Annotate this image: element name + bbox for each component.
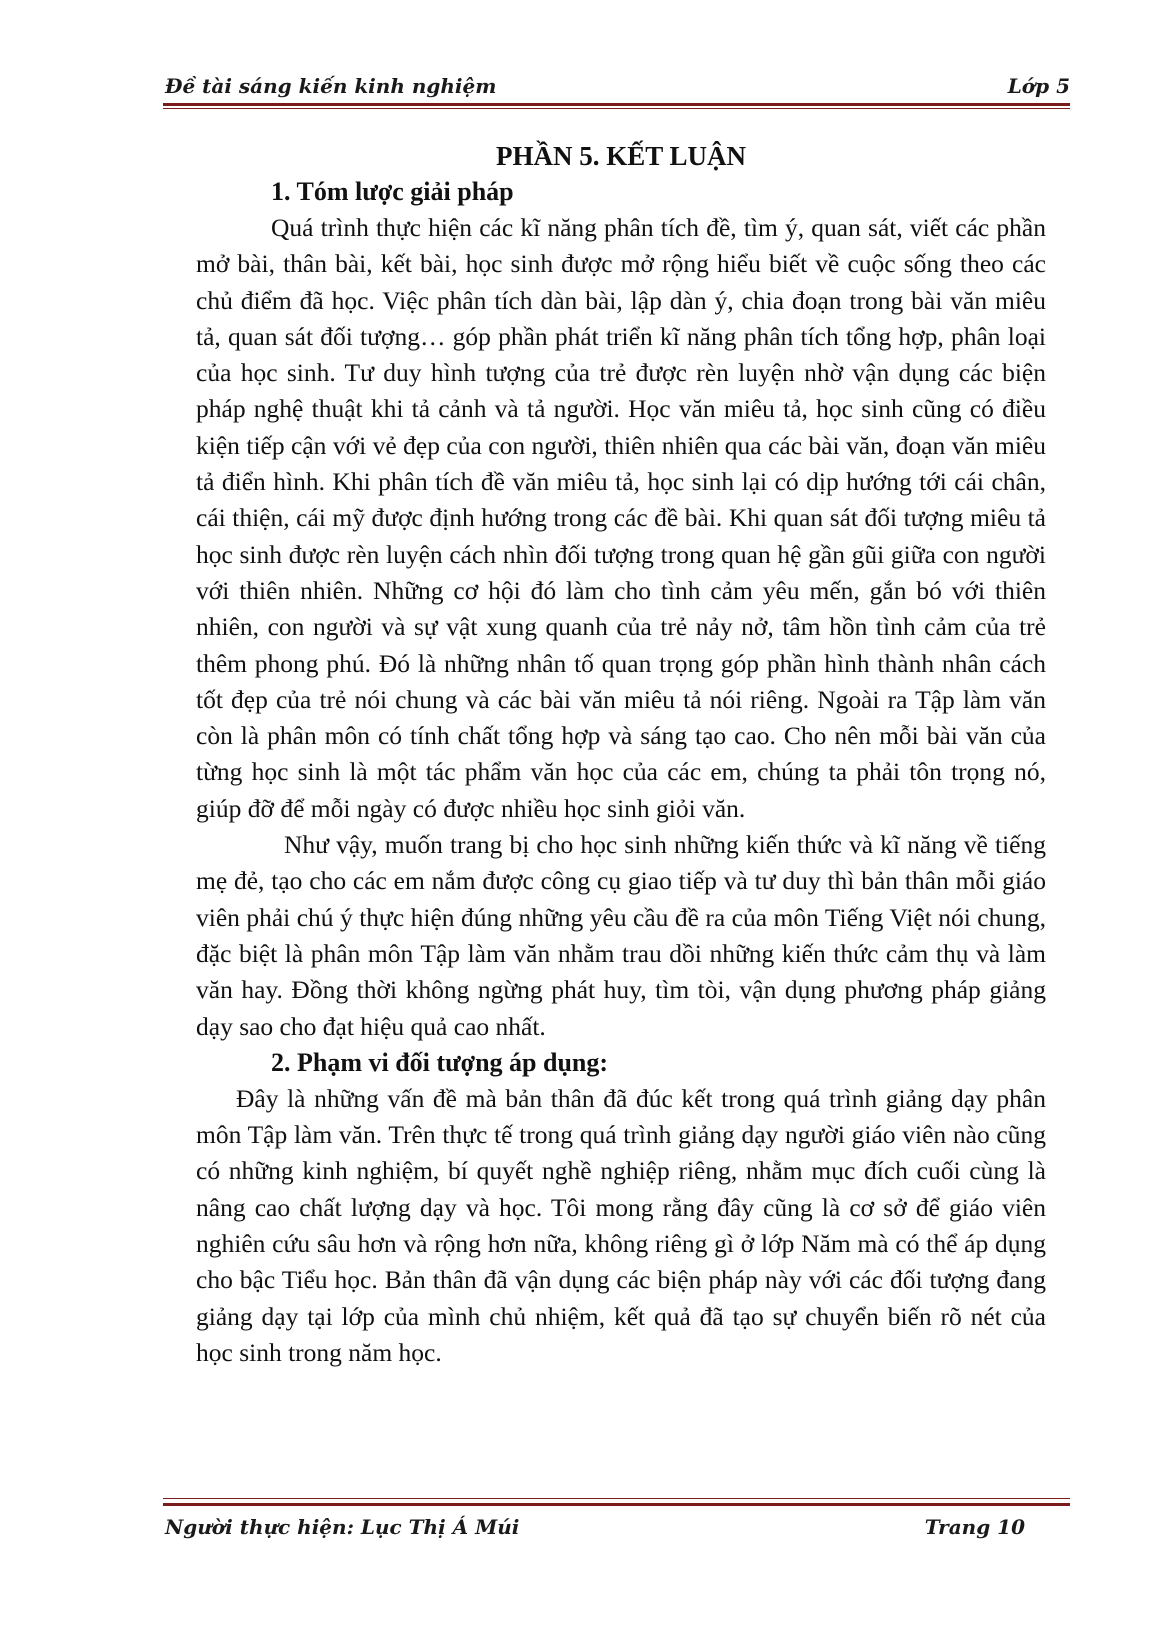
- header-rule-thin: [163, 108, 1070, 109]
- section-1-paragraph-2: Như vậy, muốn trang bị cho học sinh những kiến thức và kĩ năng về tiếng mẹ đẻ, tạo cho các em nắm được công cụ giao tiếp và tư duy thì bản thân mỗi giáo viên phải chú ý thực hiện đúng những yêu cầu đề ra của môn Tiếng Việt nói chung, đặc biệt là phân môn Tập làm văn nhằm trau dồi những kiến thức cảm thụ và làm văn hay. Đồng thời không ngừng phát huy, tìm tòi, vận dụng phương pháp giảng dạy sao cho đạt hiệu quả cao nhất.: [196, 830, 1046, 1041]
- section-1-paragraph-1: Quá trình thực hiện các kĩ năng phân tích đề, tìm ý, quan sát, viết các phần mở bài, thân bài, kết bài, học sinh được mở rộng hiểu biết về cuộc sống theo các chủ điểm đã học. Việc phân tích dàn bài, lập dàn ý, chia đoạn trong bài văn miêu tả, quan sát đối tượng… góp phần phát triển kĩ năng phân tích tổng hợp, phân loại của học sinh. Tư duy hình tượng của trẻ được rèn luyện nhờ vận dụng các biện pháp nghệ thuật khi tả cảnh và tả người. Học văn miêu tả, học sinh cũng có điều kiện tiếp cận với vẻ đẹp của con người, thiên nhiên qua các bài văn, đoạn văn miêu tả điển hình. Khi phân tích đề văn miêu tả, học sinh lại có dịp hướng tới cái chân, cái thiện, cái mỹ được định hướng trong các đề bài. Khi quan sát đối tượng miêu tả học sinh được rèn luyện cách nhìn đối tượng trong quan hệ gần gũi giữa con người với thiên nhiên. Những cơ hội đó làm cho tình cảm yêu mến, gắn bó với thiên nhiên, con người và sự vật xung quanh của trẻ nảy nở, tâm hồn tình cảm của trẻ thêm phong phú. Đó là những nhân tố quan trọng góp phần hình thành nhân cách tốt đẹp của trẻ nói chung và các bài văn miêu tả nói riêng. Ngoài ra Tập làm văn còn là phân môn có tính chất tổng hợp và sáng tạo cao. Cho nên mỗi bài văn của từng học sinh là một tác phẩm văn học của các em, chúng ta phải tôn trọng nó, giúp đỡ để mỗi ngày có được nhiều học sinh giỏi văn.: [196, 213, 1046, 823]
- footer-author: Người thực hiện: Lục Thị Á Múi: [165, 1515, 520, 1539]
- page-footer: [165, 1515, 1025, 1541]
- footer-rule: [163, 1503, 1070, 1506]
- page-header: [165, 74, 1070, 100]
- header-class: Lớp 5: [1007, 74, 1070, 98]
- header-title: Đề tài sáng kiến kinh nghiệm: [165, 74, 497, 98]
- page-number: Trang 10: [924, 1515, 1025, 1539]
- section-2-heading: 2. Phạm vi đối tượng áp dụng:: [271, 1047, 609, 1077]
- footer-rule-thin: [163, 1498, 1070, 1499]
- section-1-heading: 1. Tóm lược giải pháp: [271, 177, 514, 206]
- page-body: [196, 138, 1046, 1371]
- header-rule: [163, 103, 1070, 106]
- section-2-paragraph-1: Đây là những vấn đề mà bản thân đã đúc kết trong quá trình giảng dạy phân môn Tập làm văn. Trên thực tế trong quá trình giảng dạy người giáo viên nào cũng có những kinh nghiệm, bí quyết nghề nghiệp riêng, nhằm mục đích cuối cùng là nâng cao chất lượng dạy và học. Tôi mong rằng đây cũng là cơ sở để giáo viên nghiên cứu sâu hơn và rộng hơn nữa, không riêng gì ở lớp Năm mà có thể áp dụng cho bậc Tiểu học. Bản thân đã vận dụng các biện pháp này với các đối tượng đang giảng dạy tại lớp của mình chủ nhiệm, kết quả đã tạo sự chuyển biến rõ nét của học sinh trong năm học.: [196, 1083, 1046, 1367]
- page-title: PHẦN 5. KẾT LUẬN: [495, 141, 747, 171]
